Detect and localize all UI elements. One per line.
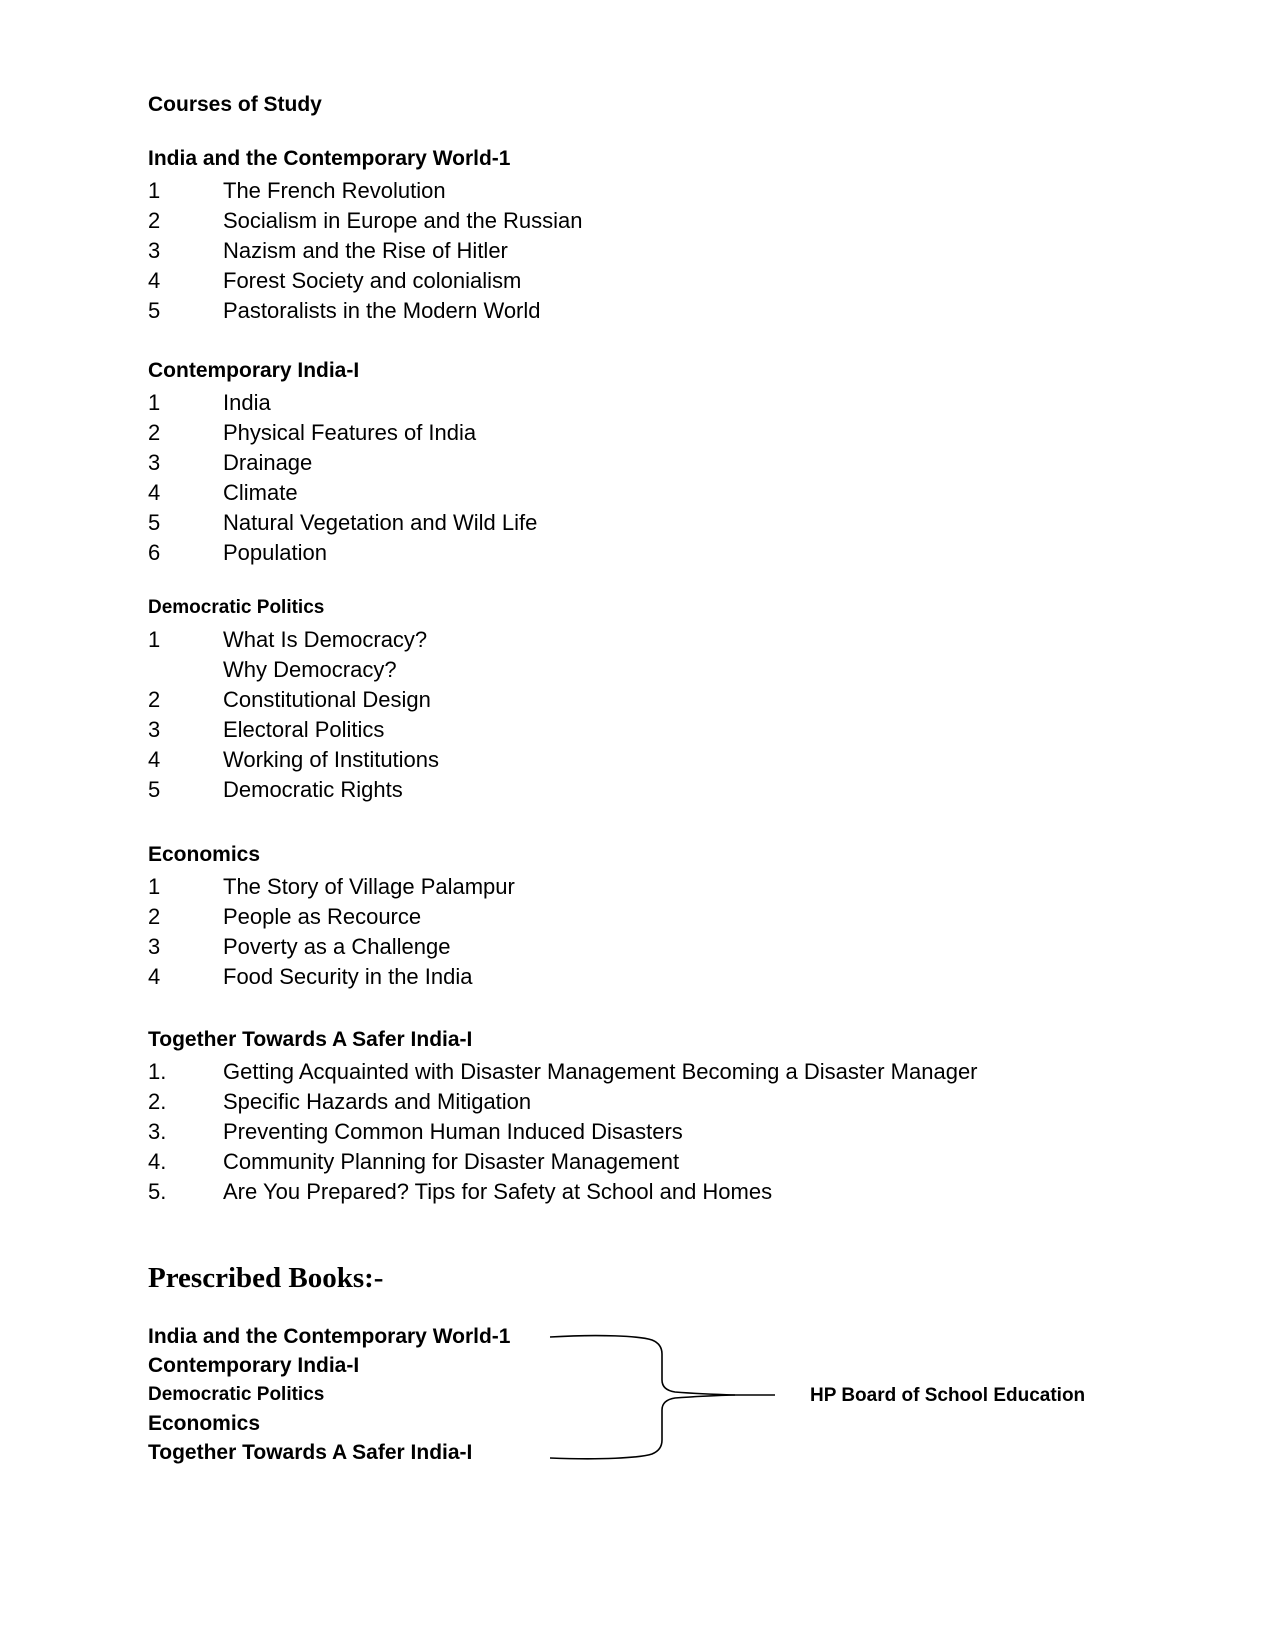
topic-title: Constitutional Design	[223, 687, 431, 712]
book-item: India and the Contemporary World-1	[148, 1325, 511, 1348]
book-item: Together Towards A Safer India-I	[148, 1441, 473, 1464]
topic-number: 2	[148, 904, 161, 929]
topic-number: 1	[148, 178, 161, 203]
topic-list	[148, 1057, 978, 1207]
topic-number: 5	[148, 298, 161, 323]
topic-number: 2	[148, 420, 161, 445]
topic-item	[148, 962, 515, 992]
topic-item	[148, 1057, 978, 1087]
topic-title: Socialism in Europe and the Russian	[223, 208, 583, 233]
document-title: Courses of Study	[148, 93, 322, 116]
topic-title: Preventing Common Human Induced Disasters	[223, 1119, 683, 1144]
topic-item	[148, 296, 583, 326]
topic-title: Electoral Politics	[223, 717, 385, 742]
topic-title: Food Security in the India	[223, 964, 473, 989]
topic-number: 1	[148, 627, 161, 652]
topic-number: 4	[148, 747, 161, 772]
book-item: Economics	[148, 1412, 261, 1435]
topic-number: 3	[148, 717, 161, 742]
publisher-name: HP Board of School Education	[810, 1385, 1086, 1406]
topic-item	[148, 745, 439, 775]
topic-item	[148, 448, 537, 478]
topic-number: 1.	[148, 1059, 167, 1084]
section-heading: Together Towards A Safer India-I	[148, 1028, 473, 1051]
topic-number: 3	[148, 450, 161, 475]
section-heading: India and the Contemporary World-1	[148, 147, 511, 170]
topic-item	[148, 176, 583, 206]
topic-item	[148, 388, 537, 418]
topic-number: 2	[148, 687, 161, 712]
section-safer-india	[148, 1027, 978, 1207]
topic-number: 3.	[148, 1119, 167, 1144]
topic-item	[148, 872, 515, 902]
section-democratic-politics	[148, 595, 439, 805]
brace-lower-stroke	[550, 1395, 735, 1459]
section-contemporary-india	[148, 358, 537, 568]
topic-title-line: Why Democracy?	[223, 657, 397, 682]
topic-title: Drainage	[223, 450, 313, 475]
topic-list	[148, 388, 537, 568]
topic-number: 4	[148, 480, 161, 505]
topic-title: The Story of Village Palampur	[223, 874, 515, 899]
topic-item	[148, 508, 537, 538]
topic-item	[148, 1087, 978, 1117]
section-heading: Contemporary India-I	[148, 359, 360, 382]
topic-number: 5	[148, 777, 161, 802]
topic-number: 5	[148, 510, 161, 535]
topic-item	[148, 478, 537, 508]
topic-number: 1	[148, 874, 161, 899]
topic-number: 4.	[148, 1149, 167, 1174]
prescribed-books-heading: Prescribed Books:-	[148, 1262, 384, 1294]
topic-title: Specific Hazards and Mitigation	[223, 1089, 532, 1114]
topic-title: Working of Institutions	[223, 747, 440, 772]
topic-item	[148, 932, 515, 962]
topic-item	[148, 1147, 978, 1177]
topic-item	[148, 902, 515, 932]
topic-title: Climate	[223, 480, 298, 505]
topic-title: Pastoralists in the Modern World	[223, 298, 541, 323]
topic-number: 1	[148, 390, 161, 415]
topic-list	[148, 872, 515, 992]
topic-title-line: What Is Democracy?	[223, 627, 428, 652]
curly-brace-connector	[540, 1322, 780, 1472]
book-item: Democratic Politics	[148, 1384, 325, 1405]
topic-item	[148, 625, 439, 685]
topic-number: 6	[148, 540, 161, 565]
topic-list	[148, 625, 439, 805]
topic-number: 5.	[148, 1179, 167, 1204]
topic-title: Nazism and the Rise of Hitler	[223, 238, 508, 263]
topic-number: 3	[148, 934, 161, 959]
topic-title: Natural Vegetation and Wild Life	[223, 510, 538, 535]
topic-item	[148, 715, 439, 745]
topic-list	[148, 176, 583, 326]
topic-title: Forest Society and colonialism	[223, 268, 522, 293]
topic-item	[148, 1177, 978, 1207]
topic-item	[148, 538, 537, 568]
topic-title: People as Recource	[223, 904, 422, 929]
section-heading: Economics	[148, 843, 261, 866]
topic-item	[148, 236, 583, 266]
topic-item	[148, 266, 583, 296]
topic-title: The French Revolution	[223, 178, 446, 203]
topic-title: Physical Features of India	[223, 420, 477, 445]
topic-title: Getting Acquainted with Disaster Management Becoming a Disaster Manager	[223, 1059, 978, 1084]
topic-title: Community Planning for Disaster Management	[223, 1149, 680, 1174]
topic-item	[148, 685, 439, 715]
topic-title: Are You Prepared? Tips for Safety at School and Homes	[223, 1179, 773, 1204]
topic-number: 2	[148, 208, 161, 233]
topic-title: Population	[223, 540, 327, 565]
prescribed-book-list	[148, 1322, 510, 1467]
book-item: Contemporary India-I	[148, 1354, 360, 1377]
topic-item	[148, 418, 537, 448]
topic-number: 4	[148, 964, 161, 989]
topic-title: India	[223, 390, 271, 415]
topic-item	[148, 1117, 978, 1147]
topic-title: Poverty as a Challenge	[223, 934, 451, 959]
topic-title: Democratic Rights	[223, 777, 403, 802]
topic-title	[223, 625, 439, 685]
topic-number: 2.	[148, 1089, 167, 1114]
topic-number: 3	[148, 238, 161, 263]
brace-upper-stroke	[550, 1336, 775, 1395]
topic-item	[148, 206, 583, 236]
topic-item	[148, 775, 439, 805]
section-heading: Democratic Politics	[148, 597, 325, 618]
section-economics	[148, 842, 515, 992]
topic-number: 4	[148, 268, 161, 293]
section-india-contemporary-world	[148, 146, 583, 326]
